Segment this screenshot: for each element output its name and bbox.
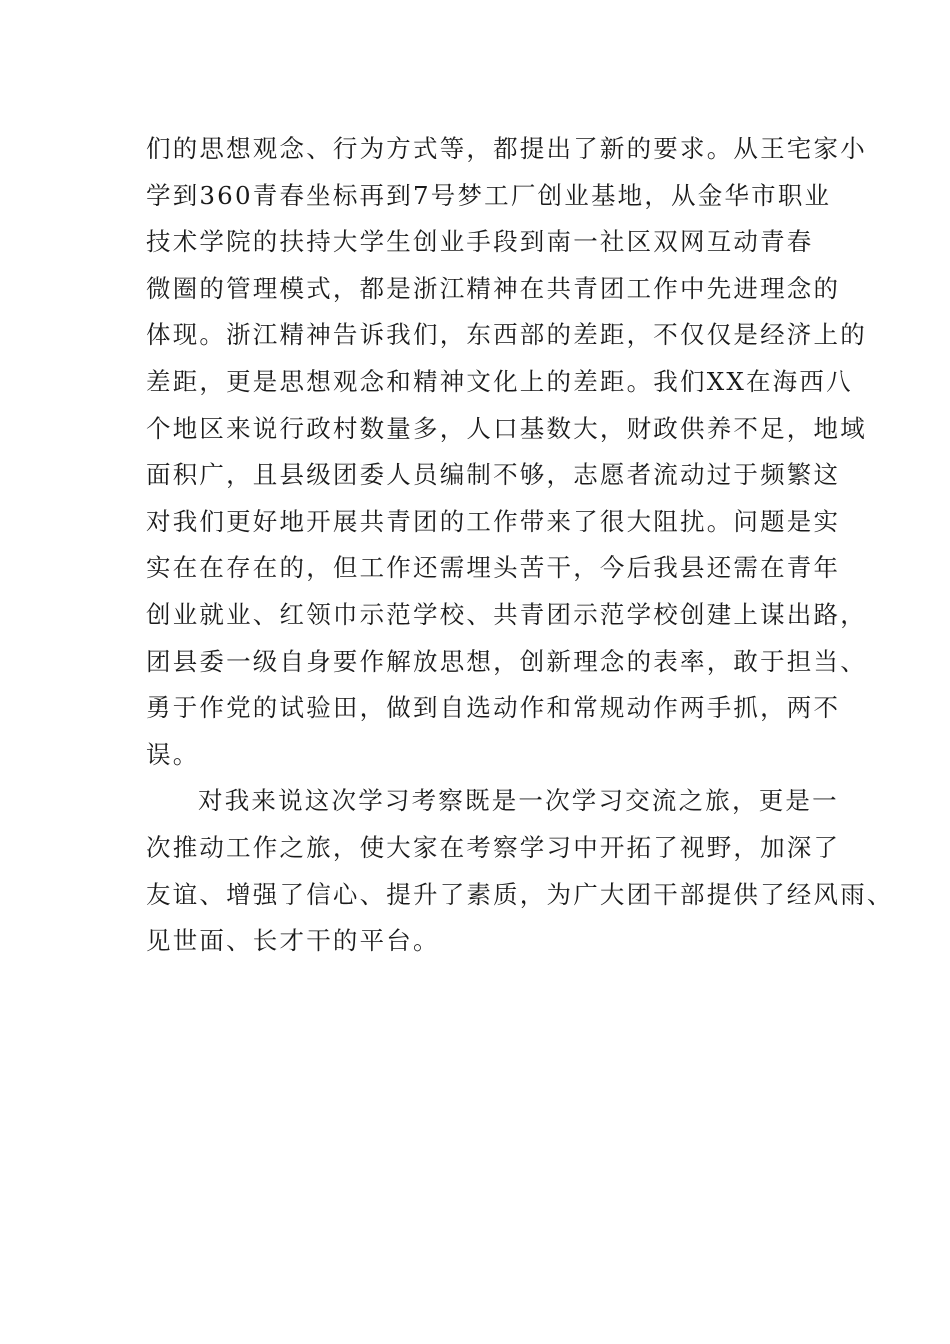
paragraph-1-line-1: 们的思想观念、行为方式等，都提出了新的要求。从王宅家小: [146, 134, 867, 163]
paragraph-2-line-2: 次推动工作之旅，使大家在考察学习中开拓了视野，加深了: [146, 832, 841, 862]
paragraph-2-line-3: 友谊、增强了信心、提升了素质，为广大团干部提供了经风雨、: [146, 879, 894, 909]
paragraph-1-line-6: 差距，更是思想观念和精神文化上的差距。我们XX在海西八: [146, 366, 853, 396]
paragraph-1-line-11: 创业就业、红领巾示范学校、共青团示范学校创建上谋出路，: [146, 599, 867, 629]
paragraph-1-line-12: 团县委一级自身要作解放思想，创新理念的表率，敢于担当、: [146, 646, 867, 676]
paragraph-1-line-9: 对我们更好地开展共青团的工作带来了很大阻扰。问题是实: [146, 506, 841, 536]
paragraph-2-line-1: 对我来说这次学习考察既是一次学习交流之旅，更是一: [198, 786, 839, 816]
paragraph-1-line-5: 体现。浙江精神告诉我们，东西部的差距，不仅仅是经济上的: [146, 320, 867, 350]
paragraph-1-line-2: 学到360青春坐标再到7号梦工厂创业基地，从金华市职业: [146, 180, 832, 210]
document-body: [146, 126, 894, 965]
paragraph-1-line-7: 个地区来说行政村数量多，人口基数大，财政供养不足，地域: [146, 413, 867, 443]
paragraph-1-line-3: 技术学院的扶持大学生创业手段到南一社区双网互动青春: [146, 227, 814, 257]
paragraph-1-line-14: 误。: [146, 739, 200, 769]
paragraph-1-line-10: 实在在存在的，但工作还需埋头苦干，今后我县还需在青年: [146, 553, 841, 583]
paragraph-1-line-13: 勇于作党的试验田，做到自选动作和常规动作两手抓，两不: [146, 693, 841, 723]
paragraph-1-line-4: 微圈的管理模式，都是浙江精神在共青团工作中先进理念的: [146, 273, 841, 303]
paragraph-2-line-4: 见世面、长才干的平台。: [146, 926, 440, 956]
paragraph-1-line-8: 面积广，且县级团委人员编制不够，志愿者流动过于频繁这: [146, 460, 841, 490]
